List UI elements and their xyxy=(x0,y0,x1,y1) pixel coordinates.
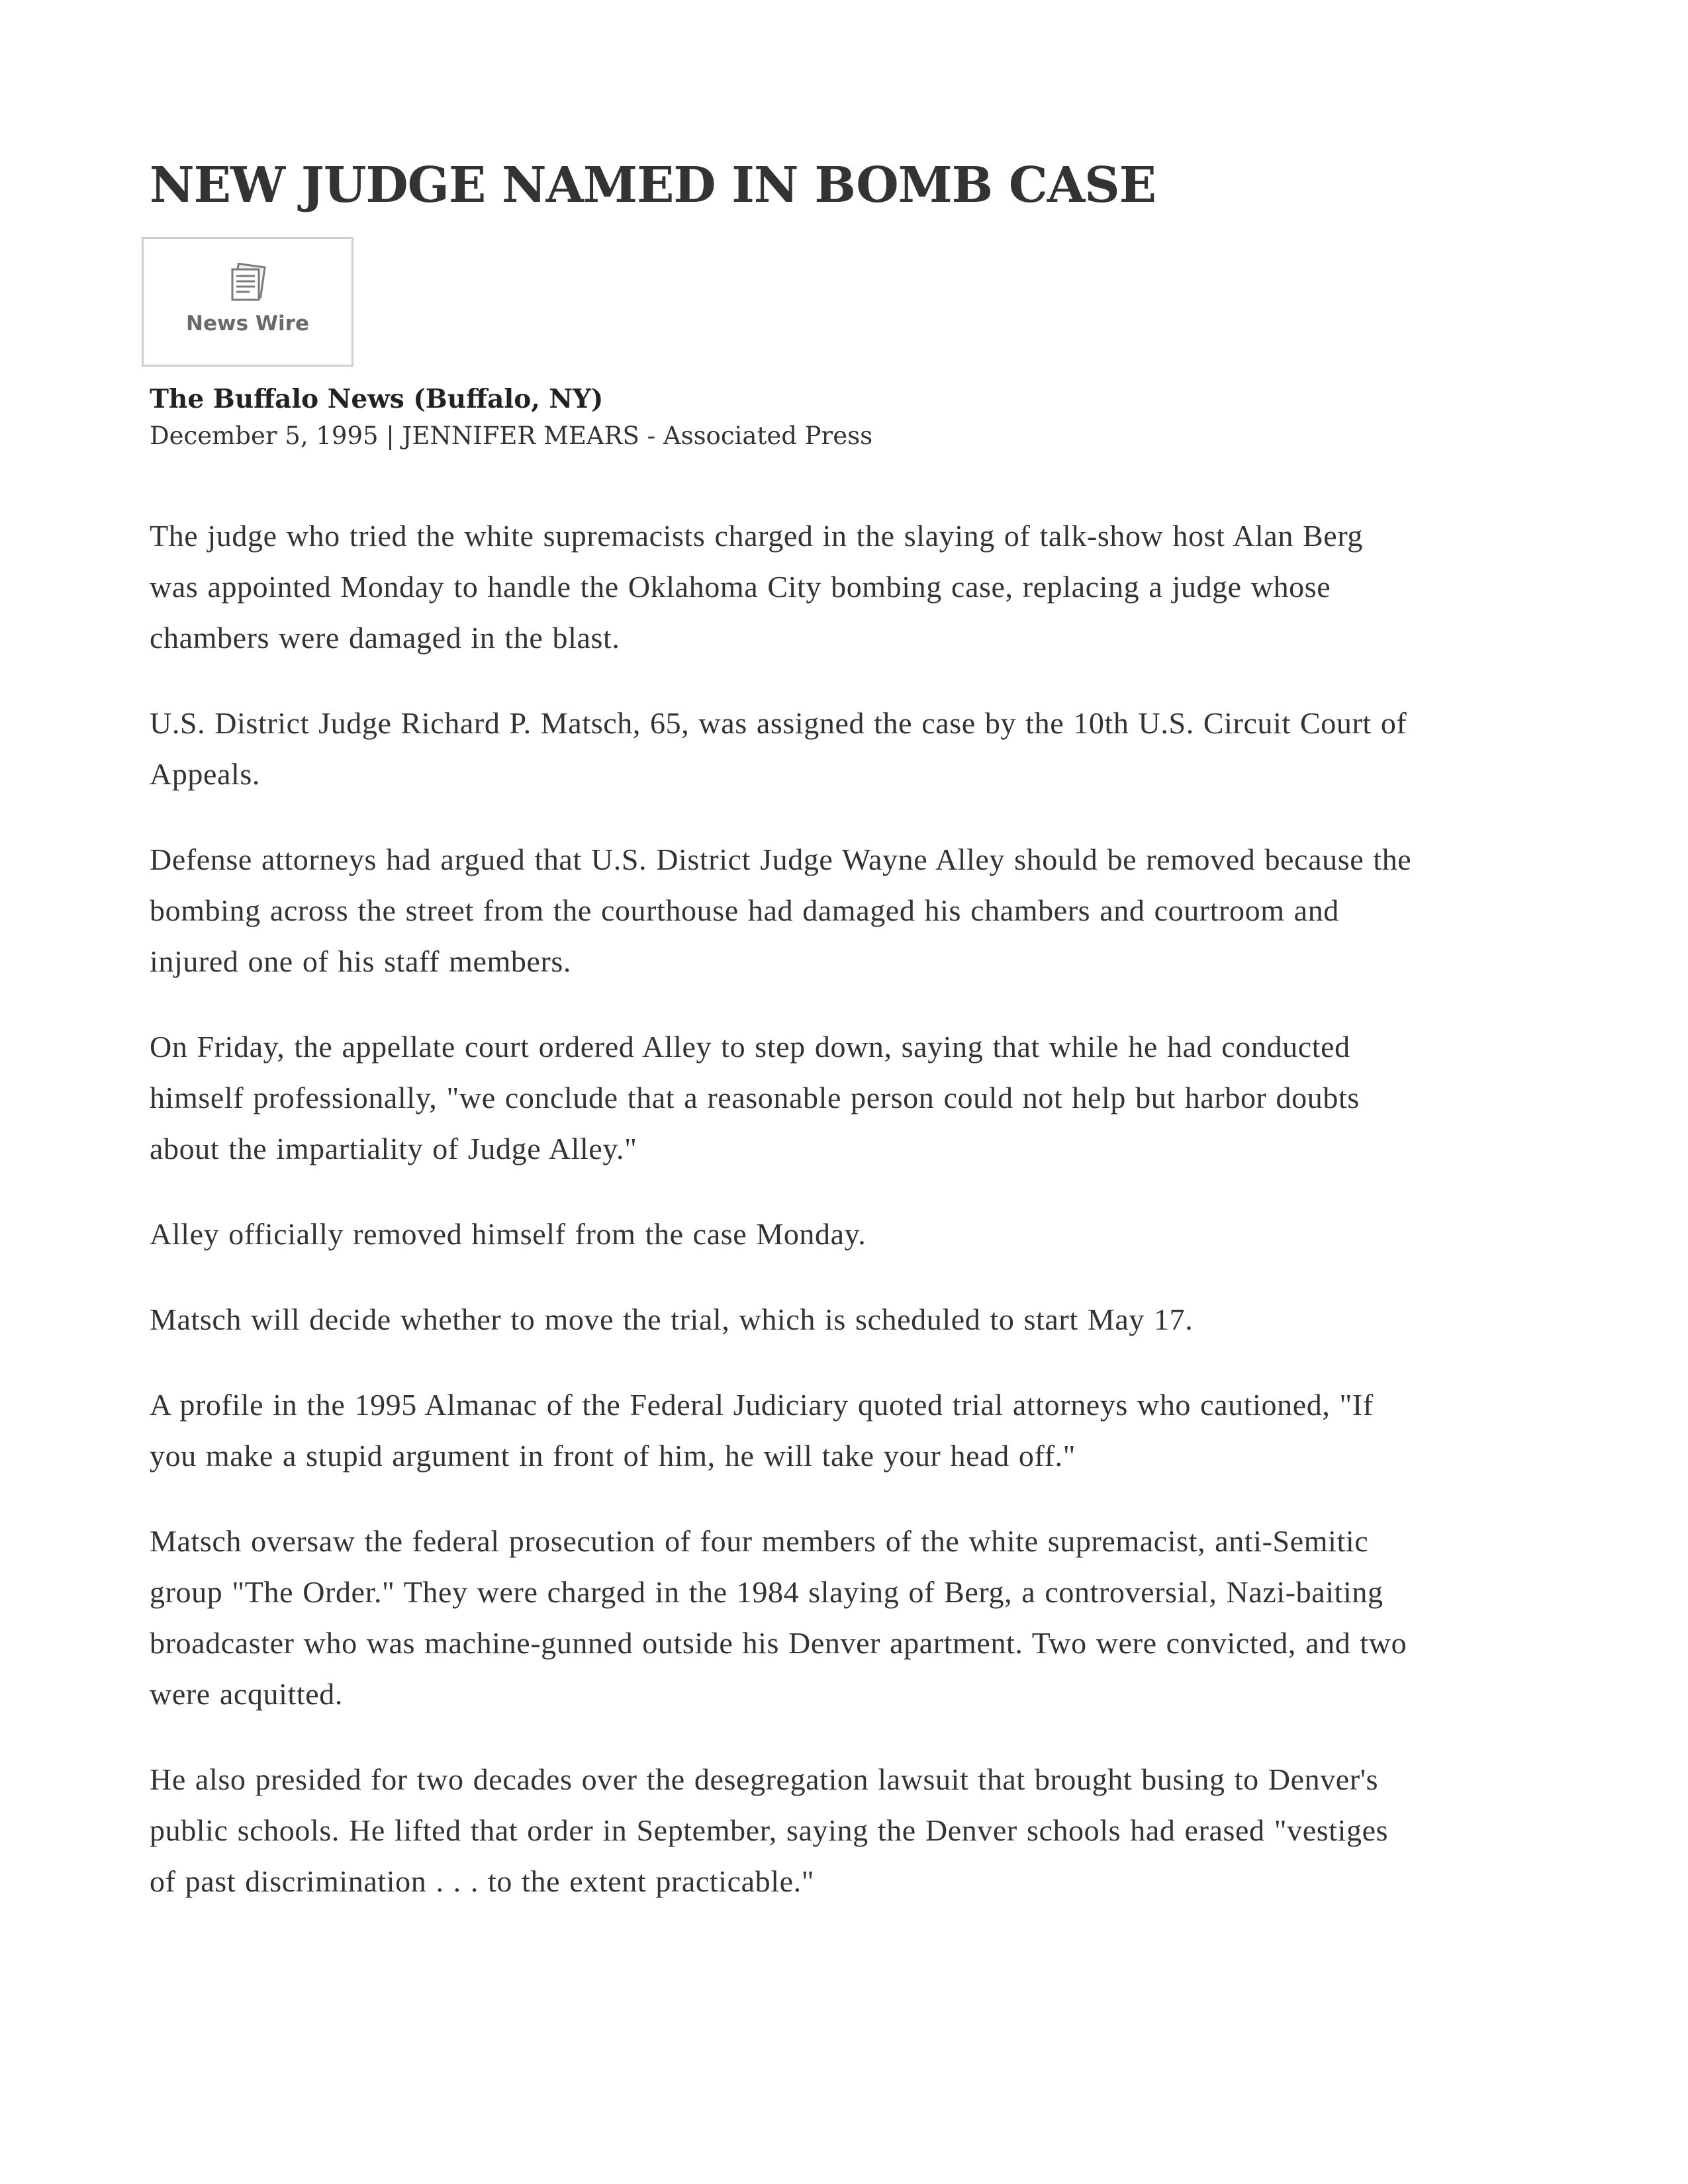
paragraph: Matsch will decide whether to move the trial, which is scheduled to start May 17. xyxy=(150,1302,1194,1336)
news-wire-logo xyxy=(142,237,353,367)
article xyxy=(150,149,1421,1898)
article-body xyxy=(150,510,1421,1941)
logo-label: News Wire xyxy=(186,312,309,336)
paragraph: A profile in the 1995 Almanac of the Federal Judiciary quoted trial attorneys who cautioned, "If you make a stupid argument in front of him, he will take your head off." xyxy=(150,1388,1374,1473)
byline: December 5, 1995 | JENNIFER MEARS - Associated Press xyxy=(150,422,873,450)
paragraph: U.S. District Judge Richard P. Matsch, 65, was assigned the case by the 10th U.S. Circuit Court of Appeals. xyxy=(150,706,1407,791)
newspaper-icon xyxy=(227,263,269,305)
paragraph: Defense attorneys had argued that U.S. District Judge Wayne Alley should be removed because the bombing across the street from the courthouse had damaged his chambers and courtroom and injured one of his staff members. xyxy=(150,842,1412,978)
paragraph: Alley officially removed himself from the case Monday. xyxy=(150,1217,867,1251)
paragraph: Matsch oversaw the federal prosecution of four members of the white supremacist, anti-Semitic group "The Order." They were charged in the 1984 slaying of Berg, a controversial, Nazi-baiting broadcaster who was machine-gunned outside his Denver apartment. Two were convicted, and two were acquitted. xyxy=(150,1524,1407,1711)
publication-source: The Buffalo News (Buffalo, NY) xyxy=(150,384,604,414)
paragraph: He also presided for two decades over the desegregation lawsuit that brought busing to Denver's public schools. He lifted that order in September, saying the Denver schools had erased "vestiges of past discrimination . . . to the extent practicable." xyxy=(150,1762,1389,1898)
paragraph: On Friday, the appellate court ordered Alley to step down, saying that while he had conducted himself professionally, "we conclude that a reasonable person could not help but harbor doubts about the impartiality of Judge Alley." xyxy=(150,1030,1360,1165)
article-headline: NEW JUDGE NAMED IN BOMB CASE xyxy=(150,157,1156,214)
paragraph: The judge who tried the white supremacists charged in the slaying of talk-show host Alan Berg was appointed Monday to handle the Oklahoma City bombing case, replacing a judge whose chambers were damaged in the blast. xyxy=(150,519,1364,655)
